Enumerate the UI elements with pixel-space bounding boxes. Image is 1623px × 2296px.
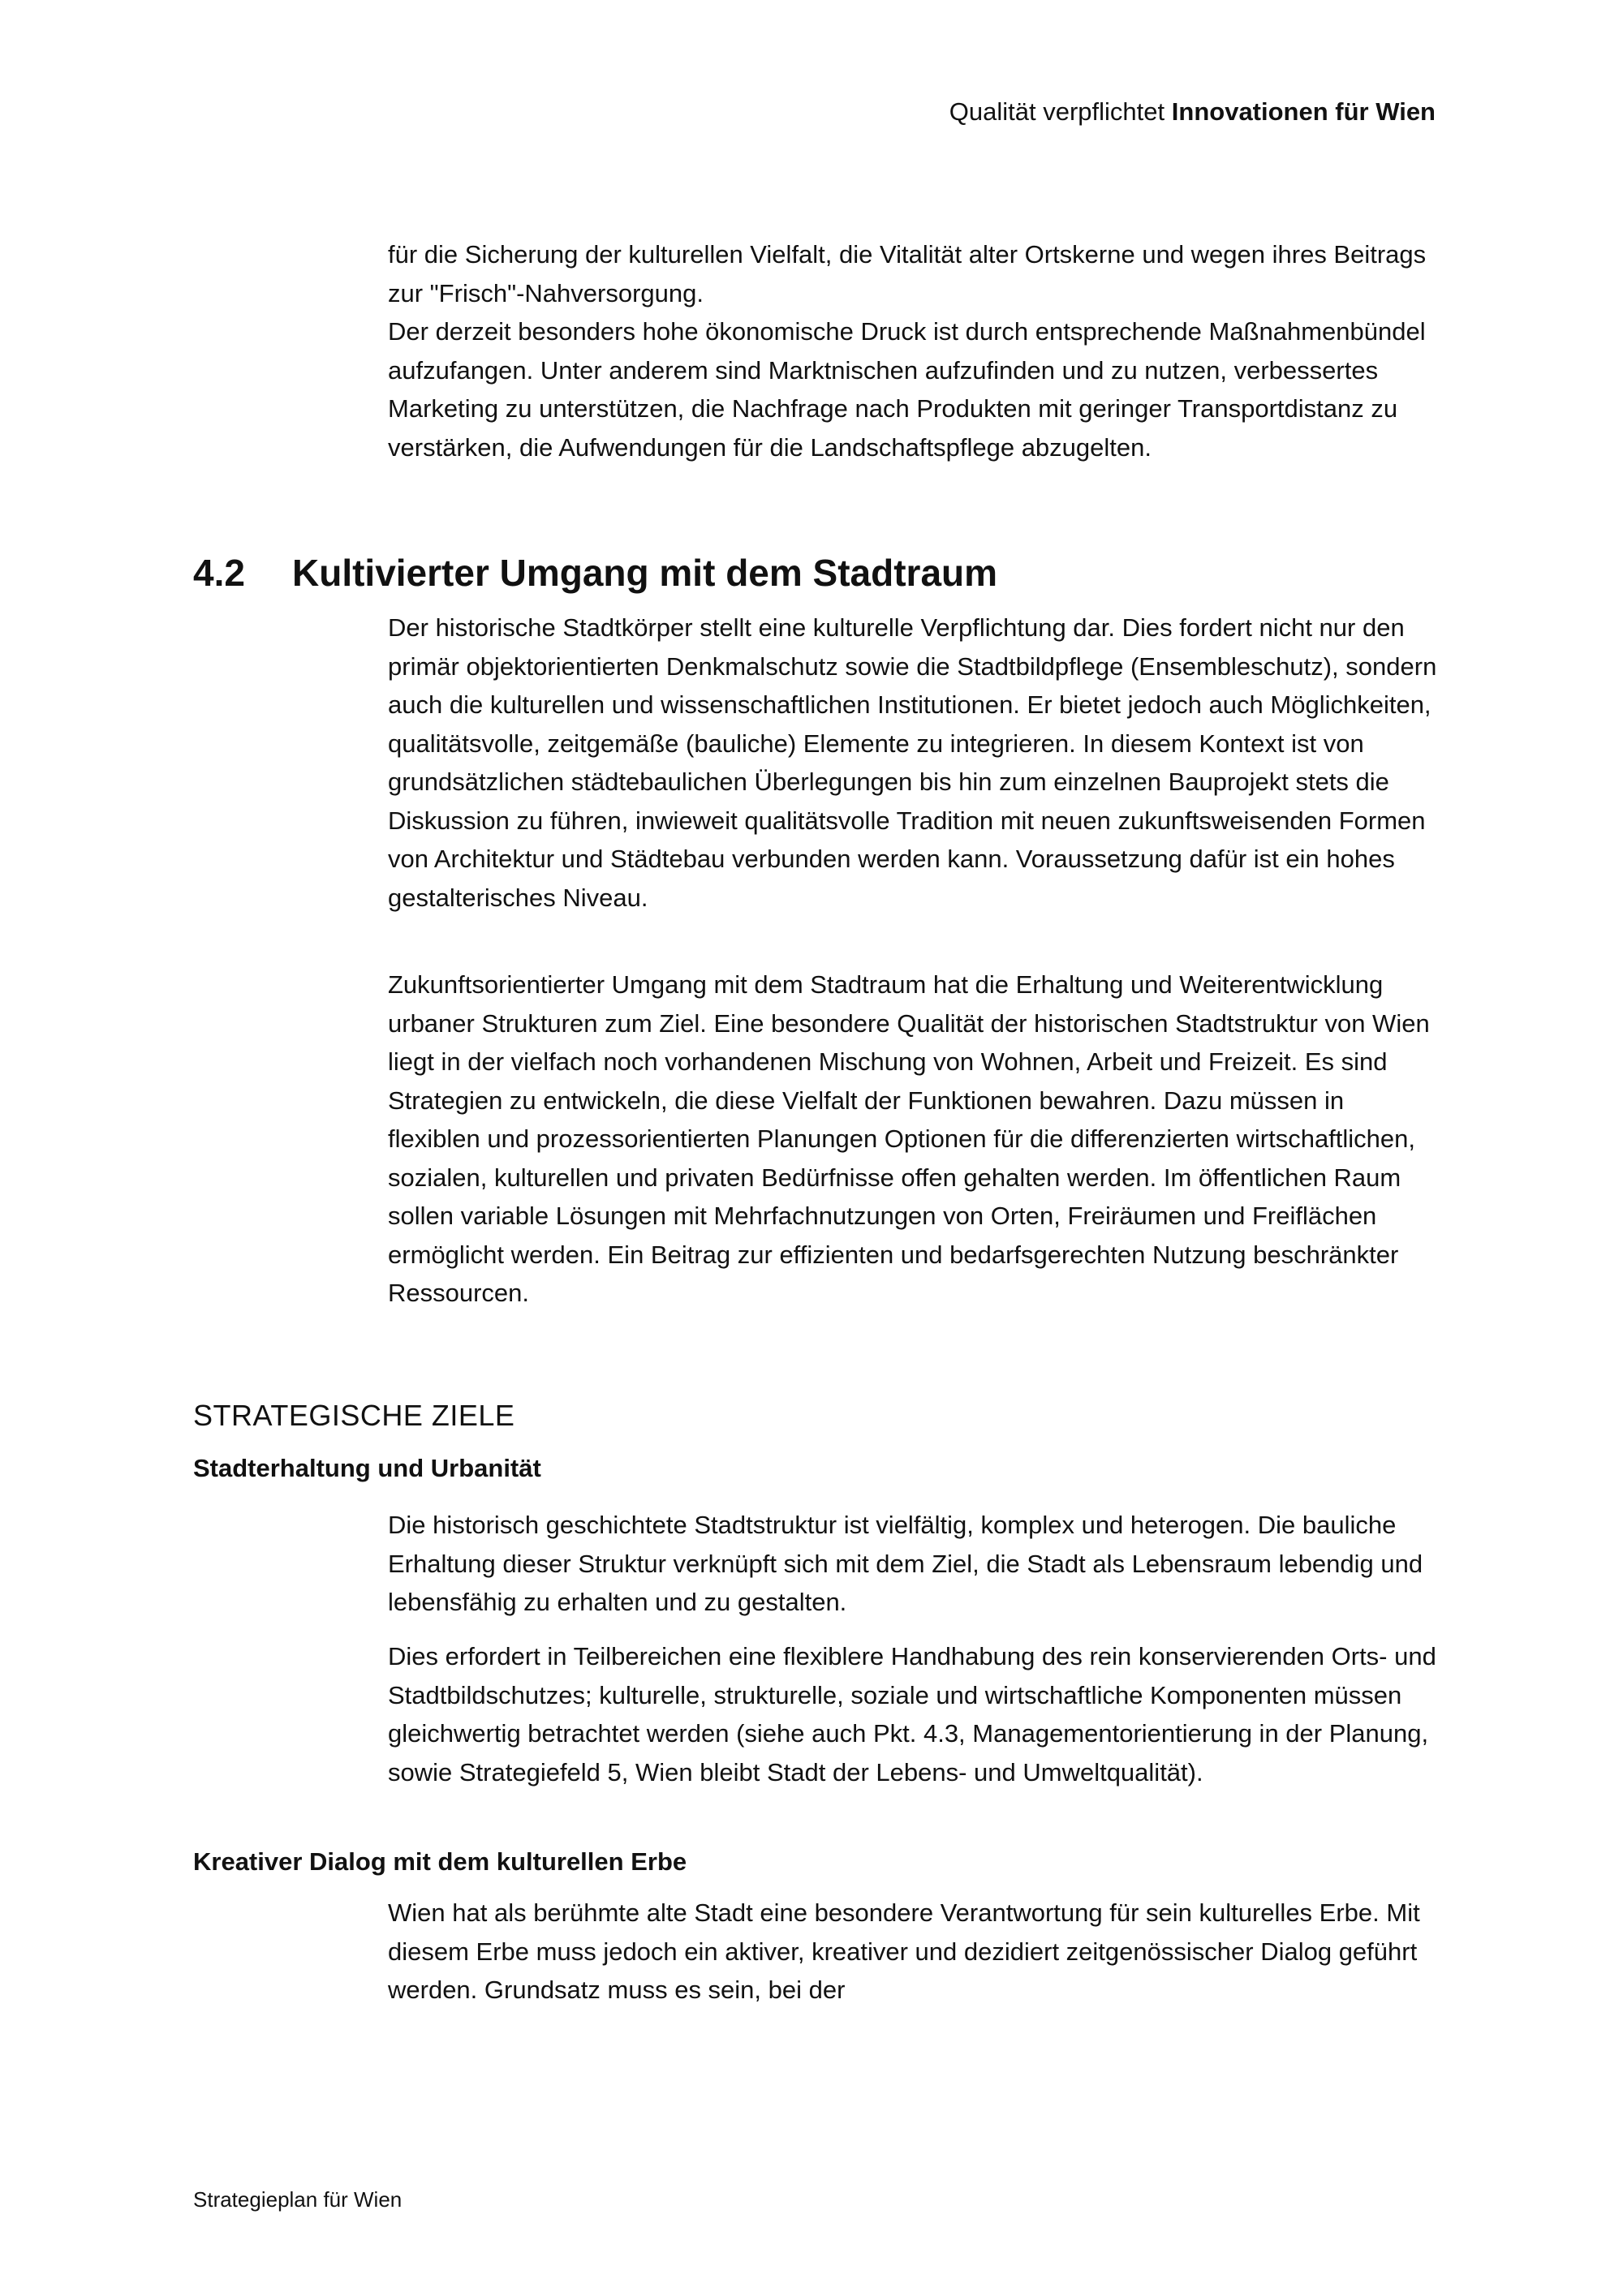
page-header [949, 96, 1436, 128]
header-title-regular: Qualität verpflichtet [949, 97, 1165, 126]
header-title-bold: Innovationen für Wien [1171, 97, 1436, 126]
goal-1-title: Stadterhaltung und Urbanität [193, 1454, 541, 1482]
goal-2-paragraph-1: Wien hat als berühmte alte Stadt eine besondere Verantwortung für sein kulturelles Erbe. Mit diesem Erbe muss jedoch ein aktiver, kreativer und dezidiert zeitgenössischer Dialog geführt werden. Grundsatz muss es sein, bei der [388, 1898, 1420, 2004]
section-title: Kultivierter Umgang mit dem Stadtraum [292, 552, 998, 594]
page-footer: Strategieplan für Wien [193, 2187, 403, 2212]
strategic-goals-heading: STRATEGISCHE ZIELE [193, 1399, 515, 1432]
intro-paragraph-2: Der derzeit besonders hohe ökonomische Druck ist durch entsprechende Maßnahmenbündel aufzufangen. Unter anderem sind Marktnischen aufzufinden und zu nutzen, verbessertes Marketing zu unterstützen, die Nachfrage nach Produkten mit geringer Transportdistanz zu verstärken, die Aufwendungen für die Landschaftspflege abzugelten. [388, 317, 1426, 462]
section-paragraph-2: Zukunftsorientierter Umgang mit dem Stadtraum hat die Erhaltung und Weiterentwicklung urbaner Strukturen zum Ziel. Eine besondere Qualität der historischen Stadtstruktur von Wien liegt in der vielfach noch vorhandenen Mischung von Wohnen, Arbeit und Freizeit. Es sind Strategien zu entwickeln, die diese Vielfalt der Funktionen bewahren. Dazu müssen in flexiblen und prozessorientierten Planungen Optionen für die differenzierten wirtschaftlichen, sozialen, kulturellen und privaten Bedürfnisse offen gehalten werden. Im öffentlichen Raum sollen variable Lösungen mit Mehrfachnutzungen von Orten, Freiräumen und Freiflächen ermöglicht werden. Ein Beitrag zur effizienten und bedarfsgerechten Nutzung beschränkter Ressourcen. [388, 970, 1430, 1307]
section-number: 4.2 [193, 552, 245, 594]
goal-1-paragraph-2: Dies erfordert in Teilbereichen eine flexiblere Handhabung des rein konservierenden Orts- und Stadtbildschutzes; kulturelle, strukturelle, soziale und wirtschaftliche Komponenten müssen gleichwertig betrachtet werden (siehe auch Pkt. 4.3, Managementorientierung in der Planung, sowie Strategiefeld 5, Wien bleibt Stadt der Lebens- und Umweltqualität). [388, 1642, 1436, 1786]
goal-1-paragraph-1: Die historisch geschichtete Stadtstruktur ist vielfältig, komplex und heterogen. Die bauliche Erhaltung dieser Struktur verknüpft sich mit dem Ziel, die Stadt als Lebensraum lebendig und lebensfähig zu erhalten und zu gestalten. [388, 1511, 1423, 1616]
goal-2-title: Kreativer Dialog mit dem kulturellen Erbe [193, 1847, 687, 1876]
intro-paragraph-1: für die Sicherung der kulturellen Vielfalt, die Vitalität alter Ortskerne und wegen ihres Beitrags zur "Frisch"-Nahversorgung. [388, 240, 1427, 307]
section-paragraph-1: Der historische Stadtkörper stellt eine kulturelle Verpflichtung dar. Dies fordert nicht nur den primär objektorientierten Denkmalschutz sowie die Stadtbildpflege (Ensembleschutz), sondern auch die kulturellen und wissenschaftlichen Institutionen. Er bietet jedoch auch Möglichkeiten, qualitätsvolle, zeitgemäße (bauliche) Elemente zu integrieren. In diesem Kontext ist von grundsätzlichen städtebaulichen Überlegungen bis hin zum einzelnen Bauprojekt stets die Diskussion zu führen, inwieweit qualitätsvolle Tradition mit neuen zukunftsweisenden Formen von Architektur und Städtebau verbunden werden kann. Voraussetzung dafür ist ein hohes gestalterisches Niveau. [388, 613, 1437, 912]
